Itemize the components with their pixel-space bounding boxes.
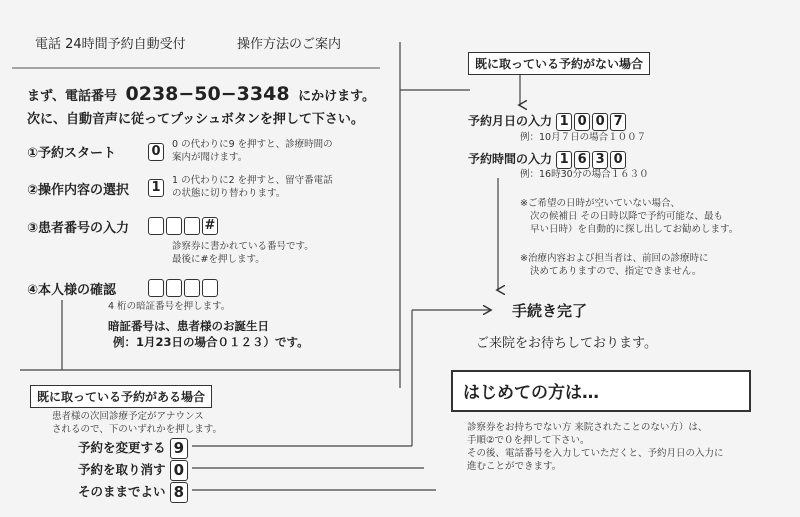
step3-label: ③患者番号の入力	[27, 221, 130, 236]
key-8: 8	[170, 482, 188, 503]
header-title: 電話 24時間予約自動受付	[35, 37, 186, 52]
complete-title: 手続き完了	[512, 302, 588, 320]
key-9: 9	[170, 438, 188, 459]
option-cancel	[78, 460, 190, 481]
step1-note-line2: 案内が聞けます。	[172, 152, 248, 163]
step1-label: ①予約スタート	[27, 146, 117, 161]
complete-message: ご来院をお待ちしております。	[476, 336, 657, 351]
phone-number: 0238−50−3348	[125, 83, 290, 105]
time-label: 予約時間の入力	[468, 152, 553, 166]
first-time-line4: 進むことができます。	[467, 461, 562, 472]
step3-note-line2: 最後に#を押します。	[172, 254, 265, 265]
key-0: 0	[170, 460, 188, 481]
key-1: 1	[556, 113, 572, 131]
intro-suffix: にかけます。	[298, 89, 376, 104]
step1-note	[172, 138, 333, 164]
key-0: 0	[610, 151, 626, 169]
note-alternate-line1: ※ご希望の日時が空いていない場合、	[520, 198, 680, 209]
step4-keys	[148, 277, 220, 297]
date-label: 予約月日の入力	[468, 114, 553, 128]
option-change	[78, 438, 190, 459]
note-treatment-line2: 決めてありますので、指定できません。	[530, 266, 702, 277]
key-7: 7	[610, 113, 626, 131]
step4-label: ④本人様の確認	[27, 283, 117, 298]
first-time-line1: 診察券をお持ちでない方 来院されたことのない方）は、	[467, 422, 708, 433]
existing-note-line1: 患者様の次回診療予定がアナウンス	[52, 411, 204, 422]
existing-note	[52, 410, 222, 436]
option-keep-label: そのままでよい	[78, 484, 166, 499]
note-alternate	[520, 197, 738, 236]
key-blank	[166, 217, 182, 235]
key-1: 1	[148, 179, 164, 197]
date-input	[468, 112, 628, 131]
step4-note2: 暗証番号は、患者様のお誕生日	[108, 319, 269, 333]
none-heading: 既に取っている予約がない場合	[468, 52, 650, 75]
intro-line2: 次に、自動音声に従ってプッシュボタンを押して下さい。	[27, 112, 364, 127]
step1-note-line1: 0 の代わりに9 を押すと、診療時間の	[172, 139, 333, 150]
step2-note-line2: の状態に切り替わります。	[172, 188, 286, 199]
option-cancel-label: 予約を取り消す	[78, 462, 166, 477]
step2-label: ②操作内容の選択	[27, 183, 130, 198]
key-0: 0	[592, 113, 608, 131]
step1-key	[148, 141, 166, 161]
step3-keys	[148, 215, 220, 235]
option-keep	[78, 482, 190, 503]
key-0: 0	[574, 113, 590, 131]
first-time-line2: 手順②で０を押して下さい。	[467, 435, 590, 446]
note-alternate-line3: 早い日時）を自動的に探し出してお勧めします。	[530, 224, 739, 235]
intro-line1	[27, 83, 375, 105]
step2-note	[172, 174, 333, 200]
step2-key	[148, 177, 166, 197]
date-example: 例：10月７日の場合１００７	[520, 132, 647, 143]
first-time-box	[451, 370, 751, 412]
key-3: 3	[592, 151, 608, 169]
note-alternate-line2: 次の候補日 その日時以降で予約可能な、最も	[530, 211, 724, 222]
first-time-line3: その後、電話番号を入力していただくと、予約月日の入力に	[467, 448, 724, 459]
key-1: 1	[556, 151, 572, 169]
first-time-heading: はじめての方は…	[463, 383, 599, 403]
key-0: 0	[148, 143, 164, 161]
key-6: 6	[574, 151, 590, 169]
header-subtitle: 操作方法のご案内	[237, 37, 342, 52]
key-blank	[184, 279, 200, 297]
note-treatment	[520, 252, 708, 278]
step3-note-line1: 診察券に書かれている番号です。	[172, 241, 314, 252]
key-blank	[184, 217, 200, 235]
time-input	[468, 150, 628, 169]
step4-note1: 4 桁の暗証番号を押します。	[108, 301, 231, 312]
step2-note-line1: 1 の代わりに2 を押すと、留守番電話	[172, 175, 333, 186]
existing-note-line2: されるので、下のいずれかを押します。	[52, 424, 223, 435]
step3-note	[172, 240, 314, 266]
option-change-label: 予約を変更する	[78, 440, 166, 455]
note-treatment-line1: ※治療内容および担当者は、前回の診療時に	[520, 253, 709, 264]
key-blank	[166, 279, 182, 297]
step4-note3: 例：1月23日の場合０１２３）です。	[113, 335, 309, 349]
time-example: 例：16時30分の場合１６３０	[520, 169, 649, 180]
key-hash: #	[202, 217, 218, 235]
existing-heading: 既に取っている予約がある場合	[30, 385, 212, 408]
first-time-text	[467, 421, 724, 473]
intro-prefix: まず、電話番号	[27, 89, 117, 104]
key-blank	[202, 279, 218, 297]
key-blank	[148, 279, 164, 297]
key-blank	[148, 217, 164, 235]
